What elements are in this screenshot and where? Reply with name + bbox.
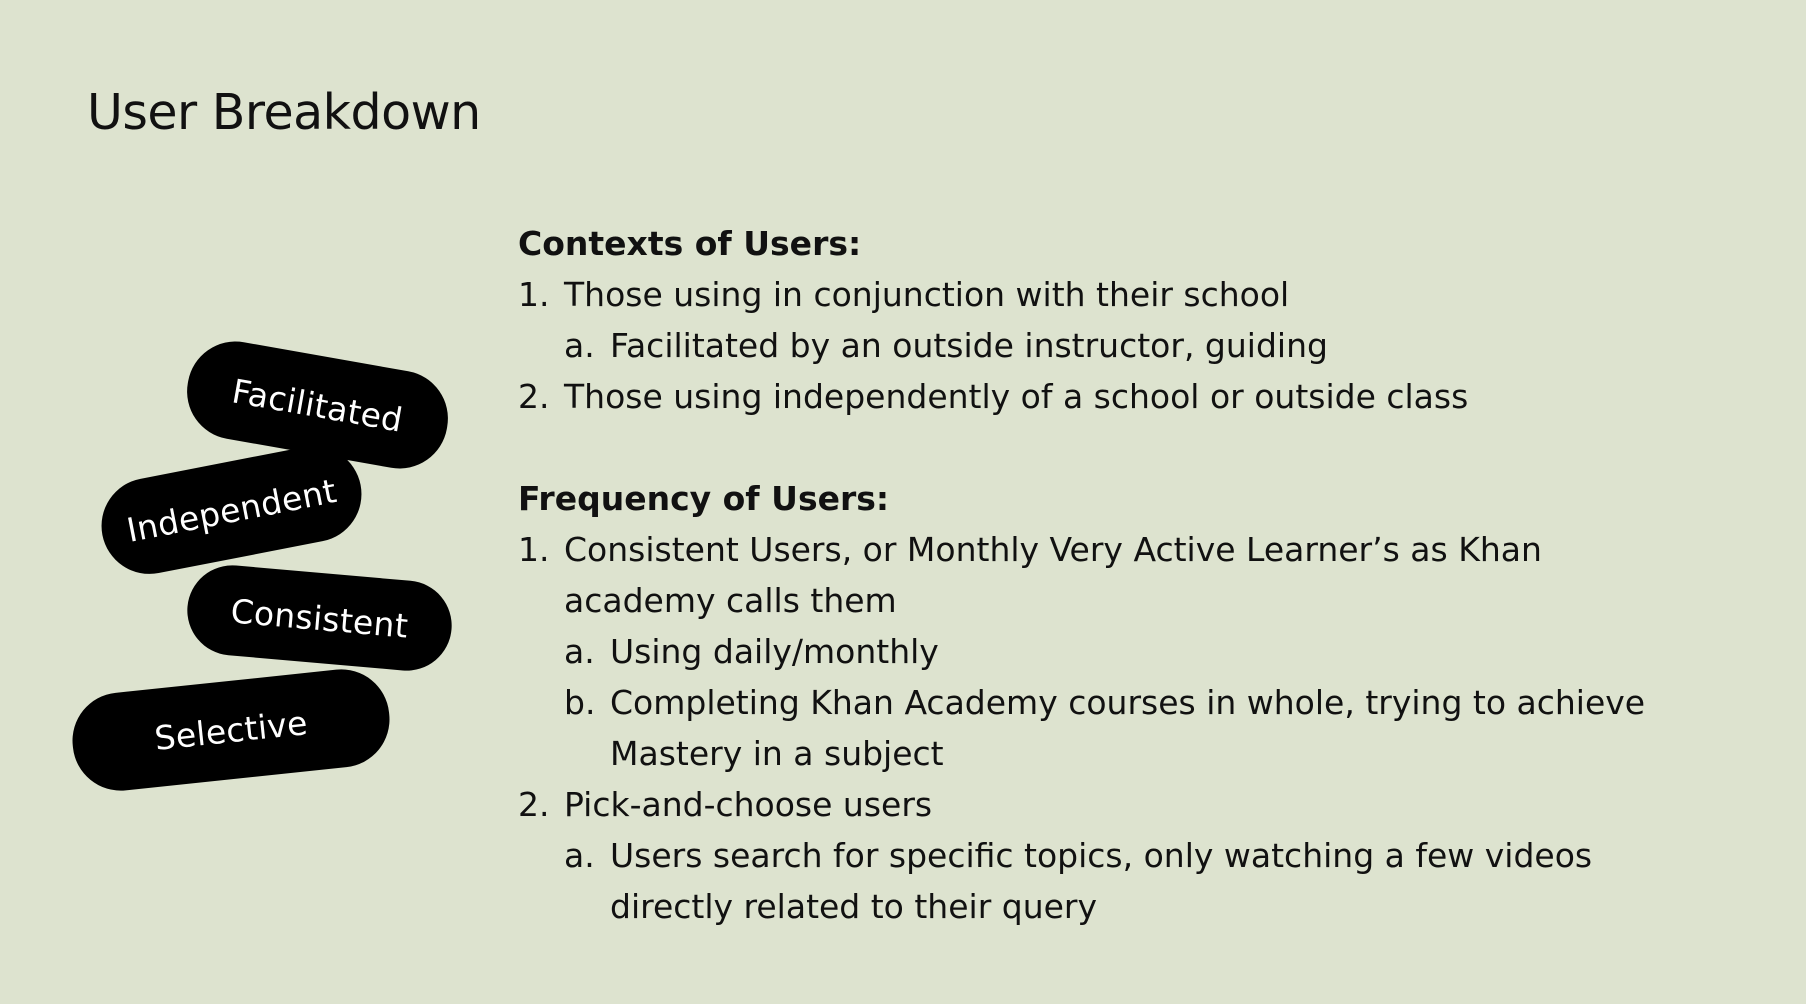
list-item — [518, 779, 1698, 830]
sub-list-item — [564, 677, 1698, 779]
list-item — [518, 269, 1698, 320]
list-item-text: Completing Khan Academy courses in whole, trying to achieve Mastery in a subject — [610, 683, 1646, 773]
list-item — [518, 371, 1698, 422]
tag-independent: Independent — [93, 438, 369, 582]
list-item-text: Facilitated by an outside instructor, guiding — [610, 326, 1328, 365]
list-marker: a. — [564, 632, 595, 671]
list-marker: 1. — [518, 275, 550, 314]
list-item — [518, 524, 1698, 626]
tag-facilitated: Facilitated — [179, 334, 455, 476]
tag-selective: Selective — [68, 665, 395, 796]
list-item-text: Those using in conjunction with their school — [564, 275, 1290, 314]
sub-list-item — [564, 626, 1698, 677]
frequency-heading: Frequency of Users: — [518, 479, 890, 518]
tag-consistent: Consistent — [184, 562, 456, 675]
sub-list-item — [564, 320, 1698, 371]
list-marker: 1. — [518, 530, 550, 569]
list-marker: 2. — [518, 377, 550, 416]
list-item-text: Consistent Users, or Monthly Very Active Learner’s as Khan academy calls them — [564, 530, 1542, 620]
list-marker: a. — [564, 326, 595, 365]
section-spacer — [518, 422, 1698, 473]
list-marker: 2. — [518, 785, 550, 824]
contexts-heading: Contexts of Users: — [518, 224, 862, 263]
slide-title: User Breakdown — [87, 84, 481, 141]
content-body — [518, 218, 1698, 932]
sub-list-item — [564, 830, 1698, 932]
list-item-text: Using daily/monthly — [610, 632, 939, 671]
list-item-text: Users search for specific topics, only watching a few videos directly related to their query — [610, 836, 1593, 926]
list-item-text: Pick-and-choose users — [564, 785, 933, 824]
list-marker: a. — [564, 836, 595, 875]
list-item-text: Those using independently of a school or outside class — [564, 377, 1469, 416]
list-marker: b. — [564, 683, 596, 722]
